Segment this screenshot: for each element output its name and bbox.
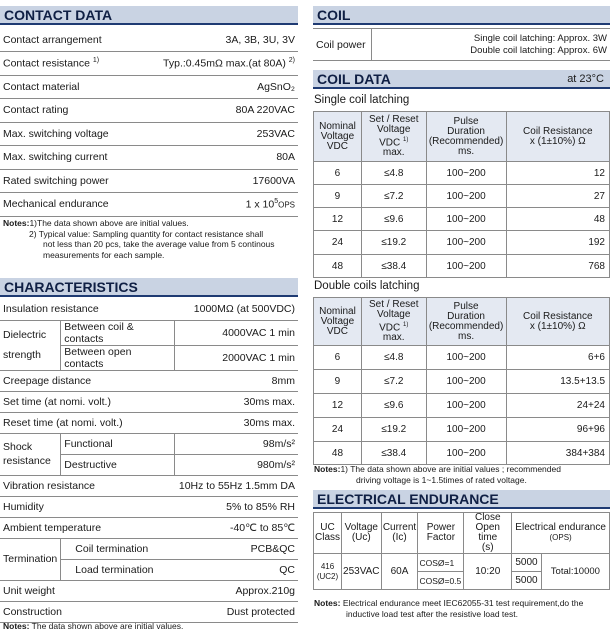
contact-label: Max. switching voltage xyxy=(0,122,133,146)
contact-value: AgSnO₂ xyxy=(133,75,298,99)
nominal-header: Nominal Voltage VDC xyxy=(314,112,362,162)
contact-label: Rated switching power xyxy=(0,169,133,193)
characteristics-table xyxy=(0,299,298,623)
contact-label: Max. switching current xyxy=(0,146,133,170)
coil-power-label: Coil power xyxy=(313,29,371,61)
double-coil-table xyxy=(313,297,610,465)
contact-row-mechanical xyxy=(0,193,298,217)
char-row-shock-1: Shock resistance Functional 98m/s² xyxy=(0,433,298,454)
contact-row-power xyxy=(0,169,298,193)
pf-value-1: COSØ=1 xyxy=(418,554,464,572)
endurance-title: ELECTRICAL ENDURANCE xyxy=(317,491,499,507)
endurance-table xyxy=(313,512,610,590)
endurance-header-row xyxy=(314,513,610,554)
coil-data-temp: at 23°C xyxy=(567,73,604,85)
close-header: Close Open time (s) xyxy=(464,513,512,554)
close-value: 10:20 xyxy=(464,554,512,590)
nominal-header: Nominal Voltage VDC xyxy=(314,298,362,346)
pf-header: Power Factor xyxy=(418,513,464,554)
contact-value: 1 x $10^5OPS$ xyxy=(133,193,298,217)
contact-row-material xyxy=(0,75,298,99)
contact-value: Typ.:0.45mΩ max.(at 80A) $^{2)}$ xyxy=(133,52,298,76)
characteristics-title: CHARACTERISTICS xyxy=(4,279,138,295)
char-row-vibration: Vibration resistance 10Hz to 55Hz 1.5mm DA xyxy=(0,475,298,496)
coil-title: COIL xyxy=(317,7,351,23)
endurance-header xyxy=(313,490,610,509)
coil-data-notes: Notes:1) The data shown above are initial values ; recommended driving voltage is 1~1.5times of rated voltage. xyxy=(314,464,561,485)
voltage-header: Voltage (Uc) xyxy=(342,513,382,554)
char-row-insulation: Insulation resistance 1000MΩ (at 500VDC) xyxy=(0,299,298,320)
contact-value: 3A, 3B, 3U, 3V xyxy=(133,28,298,52)
ops-header: Electrical endurance (OPS) xyxy=(512,513,610,554)
char-row-set-time: Set time (at nomi. volt.) 30ms max. xyxy=(0,391,298,412)
contact-data-table xyxy=(0,28,298,217)
coil-header xyxy=(313,6,610,25)
contact-value: 80A 220VAC xyxy=(133,99,298,123)
double-coil-row: 9 ≤7.2 100~200 13.5+13.5 xyxy=(314,370,610,394)
uc-value: 416 (UC2) xyxy=(314,554,342,590)
endurance-row-1 xyxy=(314,554,610,572)
contact-value: 80A xyxy=(133,146,298,170)
coil-data-title: COIL DATA xyxy=(317,71,391,87)
termination-label: Termination xyxy=(0,538,61,580)
pf-value-2: COSØ=0.5 xyxy=(418,572,464,590)
char-row-reset-time: Reset time (at nomi. volt.) 30ms max. xyxy=(0,412,298,433)
coil-table xyxy=(313,28,610,61)
double-coil-title: Double coils latching xyxy=(314,280,420,292)
contact-row-arrangement xyxy=(0,28,298,52)
double-coil-row: 48 ≤38.4 100~200 384+384 xyxy=(314,442,610,465)
single-coil-row: 48 ≤38.4 100~200 768 xyxy=(314,255,610,278)
coil-power-values: Single coil latching: Approx. 3W Double coil latching: Approx. 6W xyxy=(371,29,610,61)
shock-label: Shock resistance xyxy=(0,433,61,475)
single-coil-row: 9 ≤7.2 100~200 27 xyxy=(314,185,610,208)
double-coil-row: 6 ≤4.8 100~200 6+6 xyxy=(314,346,610,370)
voltage-value: 253VAC xyxy=(342,554,382,590)
current-header: Current (Ic) xyxy=(381,513,418,554)
contact-row-max-voltage xyxy=(0,122,298,146)
double-coil-row: 24 ≤19.2 100~200 96+96 xyxy=(314,418,610,442)
contact-row-rating xyxy=(0,99,298,123)
characteristics-header xyxy=(0,278,298,297)
char-row-construction: Construction Dust protected xyxy=(0,601,298,622)
coil-res-header: Coil Resistance x (1±10%) Ω xyxy=(506,112,609,162)
endurance-notes: Notes: Electrical endurance meet IEC62055-31 test requirement,do the inductive load test after the resistive load test. xyxy=(314,598,584,619)
single-coil-title: Single coil latching xyxy=(314,94,410,106)
dielectric-label: Dielectric strength xyxy=(0,320,61,370)
char-row-dielectric-1: Dielectric strength Between coil & contacts 4000VAC 1 min xyxy=(0,320,298,345)
coil-data-header xyxy=(313,70,610,89)
char-row-weight: Unit weight Approx.210g xyxy=(0,580,298,601)
pulse-header: Pulse Duration (Recommended) ms. xyxy=(426,112,506,162)
contact-label: Contact material xyxy=(0,75,133,99)
contact-value: 17600VA xyxy=(133,169,298,193)
single-coil-row: 24 ≤19.2 100~200 192 xyxy=(314,231,610,255)
contact-label: Contact arrangement xyxy=(0,28,133,52)
ops-total: Total:10000 xyxy=(541,554,609,590)
contact-data-header xyxy=(0,6,298,25)
char-row-termination-1: Termination Coil termination PCB&QC xyxy=(0,538,298,559)
ops-value-1: 5000 xyxy=(512,554,542,572)
contact-label: Contact rating xyxy=(0,99,133,123)
contact-label: Contact resistance $^{1)}$ xyxy=(0,52,133,76)
double-coil-header-row xyxy=(314,298,610,346)
single-coil-row: 6 ≤4.8 100~200 12 xyxy=(314,162,610,185)
char-row-dielectric-2: Between open contacts 2000VAC 1 min xyxy=(0,345,298,370)
set-reset-header: Set / Reset Voltage VDC $^{1)}$ max. xyxy=(361,298,426,346)
single-coil-header-row xyxy=(314,112,610,162)
single-coil-table xyxy=(313,111,610,278)
ops-value-2: 5000 xyxy=(512,572,542,590)
uc-header: UC Class xyxy=(314,513,342,554)
coil-res-header: Coil Resistance x (1±10%) Ω xyxy=(506,298,609,346)
char-row-creepage: Creepage distance 8mm xyxy=(0,370,298,391)
contact-row-resistance xyxy=(0,52,298,76)
char-row-shock-2: Destructive 980m/s² xyxy=(0,454,298,475)
char-row-termination-2: Load termination QC xyxy=(0,559,298,580)
contact-value: 253VAC xyxy=(133,122,298,146)
char-row-humidity: Humidity 5% to 85% RH xyxy=(0,496,298,517)
contact-data-title: CONTACT DATA xyxy=(4,7,113,23)
current-value: 60A xyxy=(381,554,418,590)
double-coil-row: 12 ≤9.6 100~200 24+24 xyxy=(314,394,610,418)
contact-notes: Notes:1)The data shown above are initial values. 2) Typical value: Sampling quantity for contact resistance shall not less than 20 pcs, take the average value from 5 continous measurements for each sample. xyxy=(3,218,275,260)
set-reset-header: Set / Reset Voltage VDC $^{1)}$ max. xyxy=(361,112,426,162)
characteristics-notes: Notes: The data shown above are initial values. xyxy=(3,621,184,631)
contact-row-max-current xyxy=(0,146,298,170)
pulse-header: Pulse Duration (Recommended) ms. xyxy=(426,298,506,346)
contact-label: Mechanical endurance xyxy=(0,193,133,217)
char-row-ambient: Ambient temperature -40℃ to 85℃ xyxy=(0,517,298,538)
single-coil-row: 12 ≤9.6 100~200 48 xyxy=(314,208,610,231)
